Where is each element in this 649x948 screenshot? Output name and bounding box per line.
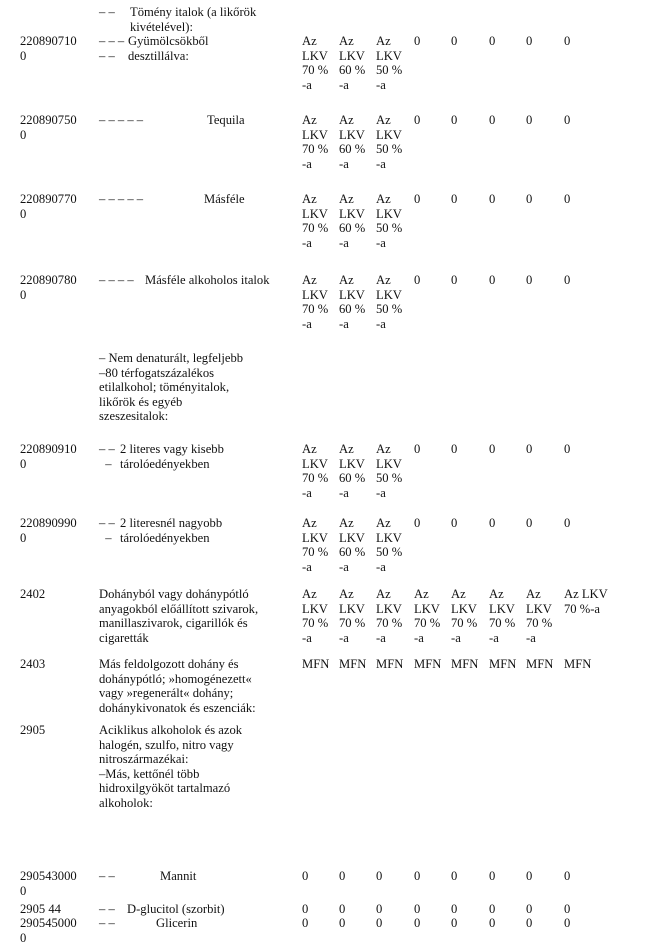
rate-cell: Az LKV 70 % -a: [302, 192, 329, 250]
indent-dashes: – –: [99, 916, 115, 930]
product-description: D-glucitol (szorbit): [127, 902, 225, 916]
rate-cell: Az LKV 70 % -a: [302, 34, 329, 92]
tariff-code: 220890780 0: [20, 273, 77, 302]
rate-cell: 0: [489, 192, 496, 206]
rate-cell: Az LKV 60 % -a: [339, 34, 366, 92]
product-description: Dohányból vagy dohánypótló anyagokból előállított szivarok, manillaszivarok, cigarillók és cigaretták: [99, 587, 259, 645]
rate-cell: 0: [489, 34, 496, 48]
rate-cell: 0: [564, 34, 571, 48]
tariff-code: 2905: [20, 723, 46, 737]
rate-cell: 0: [451, 902, 458, 916]
rate-cell: Az LKV 70 % -a: [302, 113, 329, 171]
rate-cell: 0: [564, 442, 571, 456]
rate-cell: Az LKV 70 % -a: [489, 587, 516, 645]
indent-dashes: – – – – –: [99, 192, 144, 206]
rate-cell: 0: [526, 902, 533, 916]
rate-cell: Az LKV 70 % -a: [339, 587, 366, 645]
rate-cell: 0: [339, 916, 346, 930]
rate-cell: 0: [451, 916, 458, 930]
rate-cell: 0: [376, 869, 383, 883]
rate-cell: 0: [564, 902, 571, 916]
rate-cell: 0: [451, 869, 458, 883]
product-description: Másféle: [204, 192, 245, 206]
rate-cell: 0: [526, 113, 533, 127]
tariff-code: 220890770 0: [20, 192, 77, 221]
rate-cell: Az LKV 70 % -a: [302, 442, 329, 500]
product-description: Aciklikus alkoholok és azok halogén, szulfo, nitro vagy nitroszármazékai: –Más, kettőnél több hidroxilgyököt tartalmazó alkoholok:: [99, 723, 243, 810]
rate-cell: Az LKV 60 % -a: [339, 192, 366, 250]
indent-dashes: – – – – –: [99, 34, 125, 63]
tariff-code: 2402: [20, 587, 46, 601]
product-description: Glicerin: [156, 916, 198, 930]
rate-cell: MFN: [339, 657, 367, 671]
rate-cell: 0: [451, 113, 458, 127]
rate-cell: 0: [451, 192, 458, 206]
rate-cell: Az LKV 50 % -a: [376, 273, 403, 331]
rate-cell: 0: [414, 273, 421, 287]
rate-cell: MFN: [376, 657, 404, 671]
rate-cell: 0: [451, 442, 458, 456]
rate-cell: Az LKV 70 % -a: [302, 273, 329, 331]
product-description: Tequila: [207, 113, 245, 127]
rate-cell: 0: [489, 113, 496, 127]
indent-dashes: – –: [99, 902, 115, 916]
rate-cell: Az LKV 60 % -a: [339, 516, 366, 574]
rate-cell: 0: [414, 902, 421, 916]
rate-cell: 0: [564, 869, 571, 883]
tariff-code: 220890990 0: [20, 516, 77, 545]
indent-dashes: – – – –: [99, 273, 134, 287]
rate-cell: 0: [564, 192, 571, 206]
tariff-code: 220890750 0: [20, 113, 77, 142]
tariff-code: 290545000 0: [20, 916, 77, 945]
rate-cell: 0: [489, 902, 496, 916]
tariff-code: 220890710 0: [20, 34, 77, 63]
rate-cell: 0: [414, 516, 421, 530]
tariff-code: 2403: [20, 657, 46, 671]
product-description: Más feldolgozott dohány és dohánypótló; »homogénezett« vagy »regenerált« dohány; dohánykivonatok és eszenciák:: [99, 657, 256, 715]
indent-dashes: – – –: [99, 516, 115, 545]
rate-cell: 0: [414, 113, 421, 127]
rate-cell: Az LKV 50 % -a: [376, 113, 403, 171]
indent-dashes: – –: [99, 869, 115, 883]
rate-cell: 0: [414, 34, 421, 48]
indent-dashes: – – – – –: [99, 113, 144, 127]
rate-cell: 0: [414, 869, 421, 883]
rate-cell: Az LKV 60 % -a: [339, 442, 366, 500]
rate-cell: 0: [414, 442, 421, 456]
rate-cell: Az LKV 70 % -a: [376, 587, 403, 645]
rate-cell: Az LKV 70 % -a: [451, 587, 478, 645]
product-description: Gyümölcsökből desztillálva:: [128, 34, 209, 63]
rate-cell: 0: [414, 916, 421, 930]
rate-cell: MFN: [414, 657, 442, 671]
indent-dashes: – –: [99, 5, 115, 19]
product-description: – Nem denaturált, legfeljebb –80 térfogatszázalékos etilalkohol; töményitalok, likőrök és egyéb szeszesitalok:: [99, 351, 244, 424]
product-description: 2 literesnél nagyobb tárolóedényekben: [120, 516, 223, 545]
rate-cell: 0: [526, 916, 533, 930]
rate-cell: 0: [489, 869, 496, 883]
indent-dashes: – – –: [99, 442, 115, 471]
product-description: 2 literes vagy kisebb tárolóedényekben: [120, 442, 224, 471]
rate-cell: 0: [451, 273, 458, 287]
product-description: Mannit: [160, 869, 197, 883]
rate-cell: Az LKV 60 % -a: [339, 273, 366, 331]
rate-cell: Az LKV 50 % -a: [376, 34, 403, 92]
rate-cell: 0: [302, 902, 309, 916]
tariff-code: 2905 44: [20, 902, 61, 916]
rate-cell: 0: [564, 916, 571, 930]
rate-cell: Az LKV 70 % -a: [414, 587, 441, 645]
rate-cell: MFN: [564, 657, 592, 671]
rate-cell: 0: [339, 869, 346, 883]
rate-cell: 0: [302, 869, 309, 883]
rate-cell: Az LKV 50 % -a: [376, 442, 403, 500]
rate-cell: Az LKV 50 % -a: [376, 192, 403, 250]
tariff-code: 220890910 0: [20, 442, 77, 471]
rate-cell: Az LKV 50 % -a: [376, 516, 403, 574]
product-description: Tömény italok (a likőrök kivételével):: [130, 5, 257, 34]
rate-cell: 0: [526, 192, 533, 206]
rate-cell: 0: [489, 442, 496, 456]
rate-cell: 0: [451, 516, 458, 530]
rate-cell: 0: [564, 516, 571, 530]
rate-cell: 0: [414, 192, 421, 206]
rate-cell: 0: [526, 869, 533, 883]
rate-cell: 0: [526, 516, 533, 530]
rate-cell: MFN: [526, 657, 554, 671]
rate-cell: Az LKV 70 % -a: [526, 587, 553, 645]
rate-cell: Az LKV 70 % -a: [302, 587, 329, 645]
rate-cell: 0: [302, 916, 309, 930]
rate-cell: 0: [526, 34, 533, 48]
rate-cell: Az LKV 70 %-a: [564, 587, 608, 616]
rate-cell: MFN: [451, 657, 479, 671]
rate-cell: 0: [451, 34, 458, 48]
rate-cell: 0: [564, 273, 571, 287]
rate-cell: 0: [526, 442, 533, 456]
rate-cell: Az LKV 60 % -a: [339, 113, 366, 171]
rate-cell: 0: [489, 916, 496, 930]
rate-cell: 0: [564, 113, 571, 127]
rate-cell: 0: [526, 273, 533, 287]
rate-cell: MFN: [302, 657, 330, 671]
rate-cell: 0: [339, 902, 346, 916]
rate-cell: 0: [489, 516, 496, 530]
rate-cell: 0: [376, 916, 383, 930]
rate-cell: 0: [489, 273, 496, 287]
rate-cell: Az LKV 70 % -a: [302, 516, 329, 574]
product-description: Másféle alkoholos italok: [145, 273, 270, 287]
rate-cell: 0: [376, 902, 383, 916]
tariff-code: 290543000 0: [20, 869, 77, 898]
rate-cell: MFN: [489, 657, 517, 671]
